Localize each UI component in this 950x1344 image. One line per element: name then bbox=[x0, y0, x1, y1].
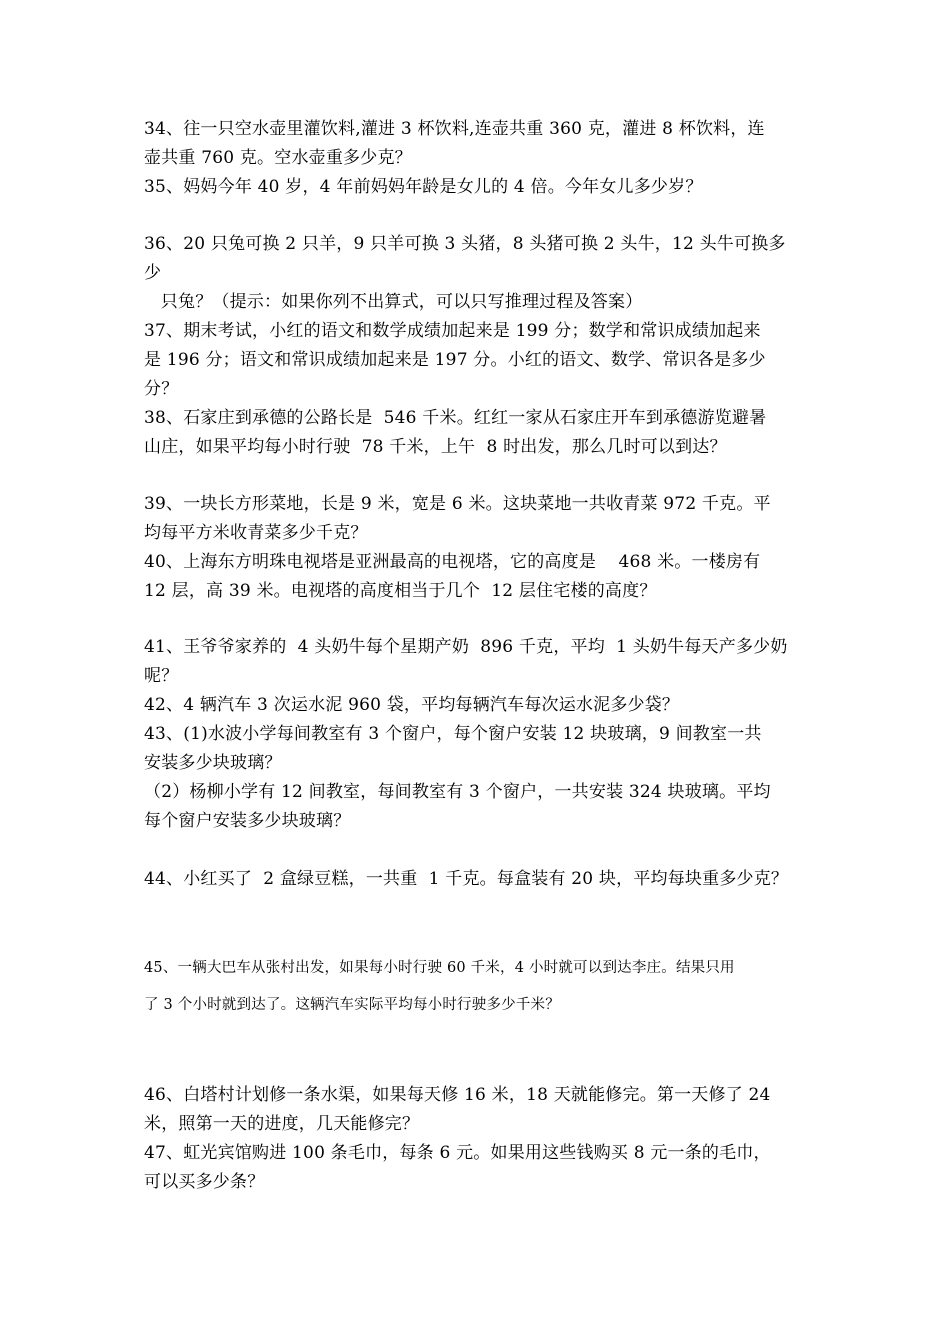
problem-47-line-2: 可以买多少条？ bbox=[144, 1172, 265, 1192]
problem-40-line-2: 12 层，高 39 米。电视塔的高度相当于几个 12 层住宅楼的高度？ bbox=[144, 581, 657, 601]
problem-43-line-3: （2）杨柳小学有 12 间教室，每间教室有 3 个窗户，一共安装 324 块玻璃。平均 bbox=[144, 782, 771, 802]
problem-39-line-2: 均每平方米收青菜多少千克？ bbox=[144, 523, 368, 543]
problem-46-line-1: 46、白塔村计划修一条水渠，如果每天修 16 米，18 天就能修完。第一天修了 24 bbox=[144, 1085, 771, 1105]
problem-45-line-1: 45、一辆大巴车从张村出发，如果每小时行驶 60 千米，4 小时就可以到达李庄。结果只用 bbox=[144, 960, 735, 976]
problem-36-line-3: 只兔？（提示：如果你列不出算式，可以只写推理过程及答案） bbox=[144, 292, 643, 312]
problem-36-line-2: 少 bbox=[144, 263, 162, 283]
problem-41-line-2: 呢？ bbox=[144, 666, 179, 686]
problem-38-line-1: 38、石家庄到承德的公路长是 546 千米。红红一家从石家庄开车到承德游览避暑 bbox=[144, 408, 767, 428]
problem-38-line-2: 山庄，如果平均每小时行驶 78 千米，上午 8 时出发，那么几时可以到达？ bbox=[144, 437, 727, 457]
problem-37-line-3: 分？ bbox=[144, 379, 179, 399]
problem-42-line-1: 42、4 辆汽车 3 次运水泥 960 袋，平均每辆汽车每次运水泥多少袋？ bbox=[144, 695, 680, 715]
problem-35-line-1: 35、妈妈今年 40 岁，4 年前妈妈年龄是女儿的 4 倍。今年女儿多少岁？ bbox=[144, 177, 703, 197]
problem-43-line-1: 43、(1)水波小学每间教室有 3 个窗户，每个窗户安装 12 块玻璃，9 间教室一共 bbox=[144, 724, 762, 744]
problem-45-line-2: 了 3 个小时就到达了。这辆汽车实际平均每小时行驶多少千米？ bbox=[144, 997, 560, 1013]
problem-43-line-2: 安装多少块玻璃？ bbox=[144, 753, 282, 773]
problem-34-line-2: 壶共重 760 克。空水壶重多少克？ bbox=[144, 148, 412, 168]
problem-37-line-2: 是 196 分；语文和常识成绩加起来是 197 分。小红的语文、数学、常识各是多少 bbox=[144, 350, 766, 370]
problem-41-line-1: 41、王爷爷家养的 4 头奶牛每个星期产奶 896 千克，平均 1 头奶牛每天产多少奶 bbox=[144, 637, 788, 657]
problem-39-line-1: 39、一块长方形菜地，长是 9 米，宽是 6 米。这块菜地一共收青菜 972 千克。平 bbox=[144, 494, 771, 514]
problem-36-line-1: 36、20 只兔可换 2 只羊，9 只羊可换 3 头猪，8 头猪可换 2 头牛，12 头牛可换多 bbox=[144, 234, 786, 254]
problem-40-line-1: 40、上海东方明珠电视塔是亚洲最高的电视塔，它的高度是 468 米。一楼房有 bbox=[144, 552, 761, 572]
problem-44-line-1: 44、小红买了 2 盒绿豆糕，一共重 1 千克。每盒装有 20 块，平均每块重多少克？ bbox=[144, 869, 789, 889]
problem-34-line-1: 34、往一只空水壶里灌饮料,灌进 3 杯饮料,连壶共重 360 克，灌进 8 杯饮料，连 bbox=[144, 119, 765, 139]
problem-46-line-2: 米，照第一天的进度，几天能修完？ bbox=[144, 1114, 420, 1134]
problem-47-line-1: 47、虹光宾馆购进 100 条毛巾，每条 6 元。如果用这些钱购买 8 元一条的毛巾， bbox=[144, 1143, 771, 1163]
problem-43-line-4: 每个窗户安装多少块玻璃？ bbox=[144, 811, 351, 831]
problem-37-line-1: 37、期末考试，小红的语文和数学成绩加起来是 199 分；数学和常识成绩加起来 bbox=[144, 321, 761, 341]
